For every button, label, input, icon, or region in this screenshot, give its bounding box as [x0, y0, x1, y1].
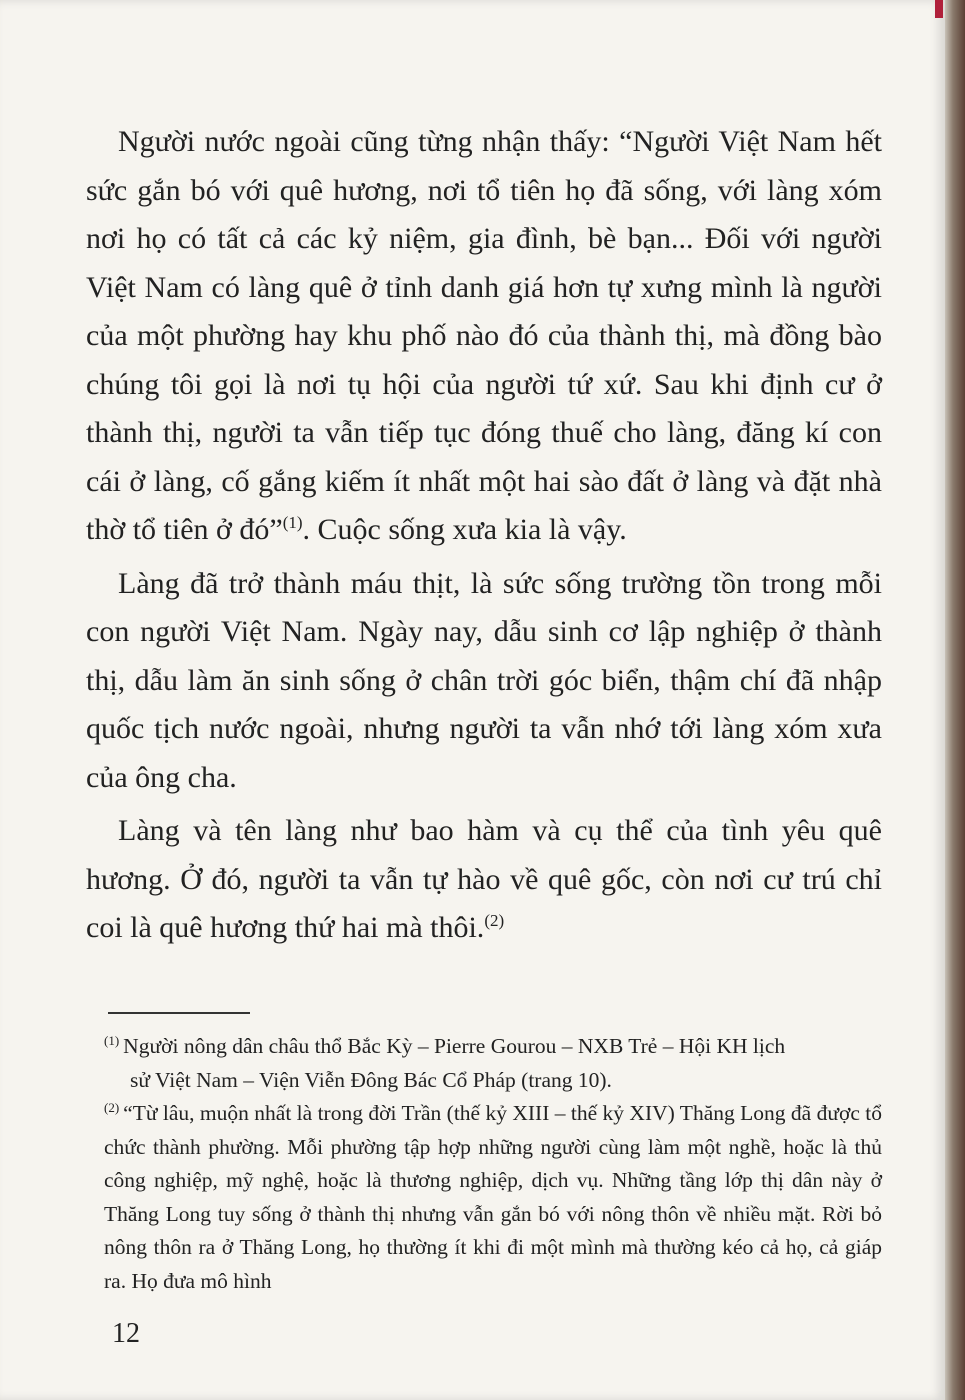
- footnote-1-marker: (1): [104, 1032, 120, 1048]
- footnote-2-marker: (2): [104, 1099, 120, 1115]
- bookmark-ribbon: [935, 0, 943, 18]
- footnotes: [104, 1030, 882, 1298]
- paragraph-2: Làng đã trở thành máu thịt, là sức sống trường tồn trong mỗi con người Việt Nam. Ngày nay, dẫu sinh cơ lập nghiệp ở thành thị, dẫu làm ăn sinh sống ở chân trời góc biển, thậm chí đã nhập quốc tịch nước ngoài, nhưng người ta vẫn nhớ tới làng xóm xưa của ông cha.: [86, 566, 882, 794]
- paragraph-3-text: Làng và tên làng như bao hàm và cụ thể của tình yêu quê hương. Ở đó, người ta vẫn tự hào về quê gốc, còn nơi cư trú chỉ coi là quê hương thứ hai mà thôi.: [86, 814, 882, 944]
- main-text: [86, 118, 882, 958]
- footnote-divider: [108, 1012, 250, 1014]
- footnote-1: [104, 1030, 882, 1064]
- paragraph-3: [86, 807, 882, 953]
- paragraph-1: [86, 118, 882, 555]
- footnote-2-text: “Từ lâu, muộn nhất là trong đời Trần (thế kỷ XIII – thế kỷ XIV) Thăng Long đã được tổ chức thành phường. Mỗi phường tập hợp những người cùng làm một nghề, hoặc là thủ công nghiệp, mỹ nghệ, hoặc là thương nghiệp, dịch vụ. Những tầng lớp thị dân này ở Thăng Long tuy sống ở thành thị nhưng vẫn gắn bó với nông thôn về nhiều mặt. Rời bỏ nông thôn ra ở Thăng Long, họ thường ít khi đi một mình mà thường kéo cả họ, cả giáp ra. Họ đưa mô hình: [104, 1101, 882, 1293]
- footnote-ref-1: (1): [282, 513, 303, 532]
- footnote-1-line-1: Người nông dân châu thổ Bắc Kỳ – Pierre Gourou – NXB Trẻ – Hội KH lịch: [123, 1034, 786, 1058]
- footnote-2: [104, 1097, 882, 1298]
- footnote-1-continuation: sử Việt Nam – Viện Viễn Đông Bác Cổ Pháp (trang 10).: [130, 1067, 612, 1092]
- page-edge-shadow: [945, 0, 965, 1400]
- paragraph-1-tail: . Cuộc sống xưa kia là vậy.: [302, 513, 627, 546]
- footnote-ref-2: (2): [484, 911, 505, 930]
- paragraph-1-text: Người nước ngoài cũng từng nhận thấy: “Người Việt Nam hết sức gắn bó với quê hương, nơi tổ tiên họ đã sống, với làng xóm nơi họ có tất cả các kỷ niệm, gia đình, bè bạn... Đối với người Việt Nam có làng quê ở tỉnh danh giá hơn tự xưng mình là người của một phường hay khu phố nào đó của thành thị, mà đồng bào chúng tôi gọi là nơi tụ hội của người tứ xứ. Sau khi định cư ở thành thị, người ta vẫn tiếp tục đóng thuế cho làng, đăng kí con cái ở làng, cố gắng kiếm ít nhất một hai sào đất ở làng và đặt nhà thờ tổ tiên ở đó”: [86, 125, 882, 546]
- page-number: 12: [112, 1318, 140, 1349]
